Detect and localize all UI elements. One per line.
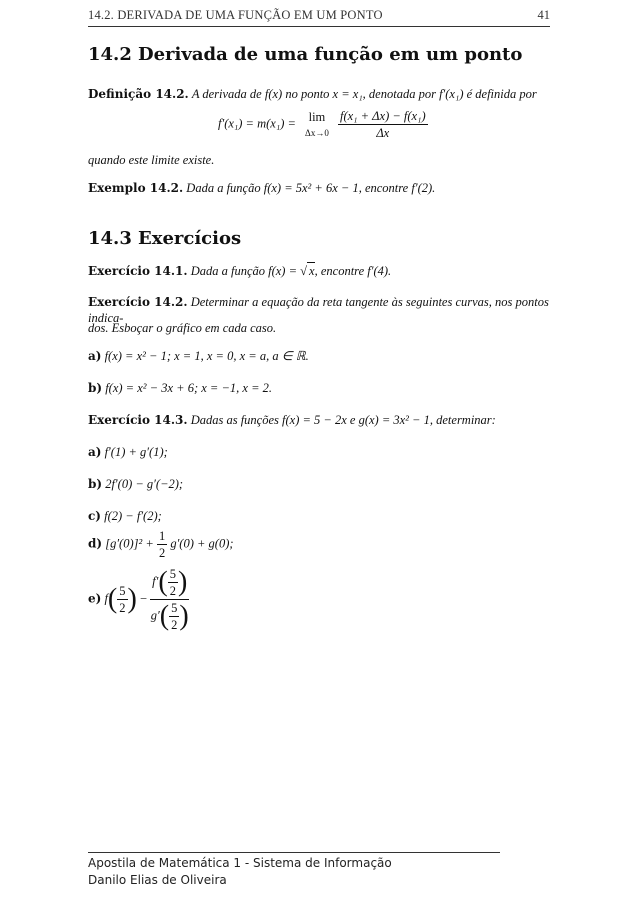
header-title: 14.2. DERIVADA DE UMA FUNÇÃO EM UM PONTO bbox=[88, 8, 383, 22]
formula-lhs: f′(x₁) = m(x₁) = bbox=[218, 116, 296, 131]
item-text-post: g′(0) + g(0); bbox=[170, 536, 234, 551]
running-header bbox=[88, 6, 550, 26]
item-label: c) bbox=[88, 509, 101, 523]
item-label: a) bbox=[88, 445, 102, 459]
one-half-fraction bbox=[157, 528, 167, 561]
fraction-denominator: 2 bbox=[169, 584, 176, 598]
exercise-14-3-item-a bbox=[88, 444, 562, 460]
g-prime-symbol: g′ bbox=[150, 608, 160, 623]
item-label: b) bbox=[88, 477, 103, 491]
item-label: a) bbox=[88, 349, 102, 363]
ratio-numerator: f′( $\frac{5}{2}$ ) bbox=[152, 566, 188, 598]
section-number: 14.3 bbox=[88, 228, 132, 249]
derivative-ratio bbox=[150, 566, 189, 633]
definition-formula bbox=[218, 108, 518, 141]
item-text: f′(1) + g′(1); bbox=[104, 445, 168, 459]
f-symbol: f bbox=[104, 591, 108, 606]
exercise-14-2-item-b bbox=[88, 380, 562, 396]
exercise-14-3 bbox=[88, 412, 562, 428]
exercise-14-3-item-d bbox=[88, 528, 562, 561]
section-title: Derivada de uma função em um ponto bbox=[138, 44, 523, 65]
footer-line-1: Apostila de Matemática 1 - Sistema de Informação bbox=[88, 856, 392, 870]
exercise-14-3-item-e: e) f( $\frac{5}{2}$ ) − f′( $\frac{5}{2}$ ) g′( $\frac{5}{2}$ ) bbox=[88, 566, 189, 632]
item-text: f(x) = x² − 3x + 6; x = −1, x = 2. bbox=[105, 381, 273, 395]
item-text: f(x) = x² − 1; x = 1, x = 0, x = a, a ∈ ℝ. bbox=[104, 349, 309, 363]
item-label: b) bbox=[88, 381, 103, 395]
lim-text: lim bbox=[308, 109, 326, 124]
fraction-denominator: Δx bbox=[376, 126, 390, 140]
exercise-text: Dadas as funções f(x) = 5 − 2x e g(x) = 3x² − 1, determinar: bbox=[190, 413, 496, 427]
page-footer bbox=[88, 852, 500, 889]
definition-paragraph bbox=[88, 86, 562, 102]
definition-label: Definição 14.2. bbox=[88, 87, 189, 101]
fraction-numerator: f(x₁ + Δx) − f(x₁) bbox=[339, 109, 426, 123]
section-heading-14-2 bbox=[88, 44, 522, 65]
exercise-14-2-line2: dos. Esboçar o gráfico em cada caso. bbox=[88, 321, 277, 335]
exercise-14-3-item-c bbox=[88, 508, 562, 524]
item-label: d) bbox=[88, 536, 103, 551]
example-label: Exemplo 14.2. bbox=[88, 181, 184, 195]
limit-operator bbox=[305, 109, 329, 141]
fraction-denominator: 2 bbox=[158, 546, 166, 560]
definition-text: A derivada de f(x) no ponto x = x₁, denotada por f′(x₁) é definida por bbox=[191, 87, 537, 101]
section-number: 14.2 bbox=[88, 44, 132, 65]
fraction-numerator: 1 bbox=[158, 529, 166, 543]
footer-rule bbox=[88, 852, 500, 853]
fraction-denominator: 2 bbox=[119, 601, 126, 615]
item-text-pre: [g′(0)]² + bbox=[105, 536, 154, 551]
footer-line-2: Danilo Elias de Oliveira bbox=[88, 873, 227, 887]
lim-subscript: Δx→0 bbox=[305, 127, 329, 138]
fraction-denominator: 2 bbox=[171, 618, 178, 632]
fraction-numerator: 5 bbox=[171, 601, 178, 615]
header-rule bbox=[88, 26, 550, 27]
item-label: e) bbox=[88, 591, 102, 606]
exercise-14-1 bbox=[88, 262, 562, 279]
f-prime-symbol: f′ bbox=[152, 574, 159, 589]
example-text: Dada a função f(x) = 5x² + 6x − 1, encontre f′(2). bbox=[186, 181, 436, 195]
exercise-text-pre: Dada a função f(x) = bbox=[190, 264, 298, 278]
page-number: 41 bbox=[537, 8, 550, 22]
definition-condition: quando este limite existe. bbox=[88, 153, 215, 167]
section-heading-14-3 bbox=[88, 228, 241, 249]
radicand: x bbox=[309, 264, 315, 278]
fraction-numerator: 5 bbox=[169, 567, 176, 581]
difference-quotient bbox=[338, 108, 428, 141]
exercise-14-2-item-a bbox=[88, 348, 562, 364]
section-title: Exercícios bbox=[138, 228, 242, 249]
exercise-14-3-item-b bbox=[88, 476, 562, 492]
exercise-text-line1: Determinar a equação da reta tangente às seguintes curvas, nos pontos indica- bbox=[88, 295, 549, 325]
exercise-text-post: , encontre f′(4). bbox=[314, 264, 392, 278]
ratio-denominator: g′( $\frac{5}{2}$ ) bbox=[150, 600, 189, 632]
minus-sign: − bbox=[139, 591, 148, 606]
item-text: f(2) − f′(2); bbox=[104, 509, 162, 523]
item-text: 2f′(0) − g′(−2); bbox=[105, 477, 184, 491]
exercise-label: Exercício 14.1. bbox=[88, 264, 188, 278]
exercise-label: Exercício 14.3. bbox=[88, 413, 188, 427]
five-halves-fraction bbox=[117, 583, 127, 616]
exercise-label: Exercício 14.2. bbox=[88, 295, 188, 309]
example-paragraph bbox=[88, 180, 562, 196]
sqrt-symbol: √ bbox=[300, 264, 308, 278]
fraction-numerator: 5 bbox=[119, 584, 126, 598]
